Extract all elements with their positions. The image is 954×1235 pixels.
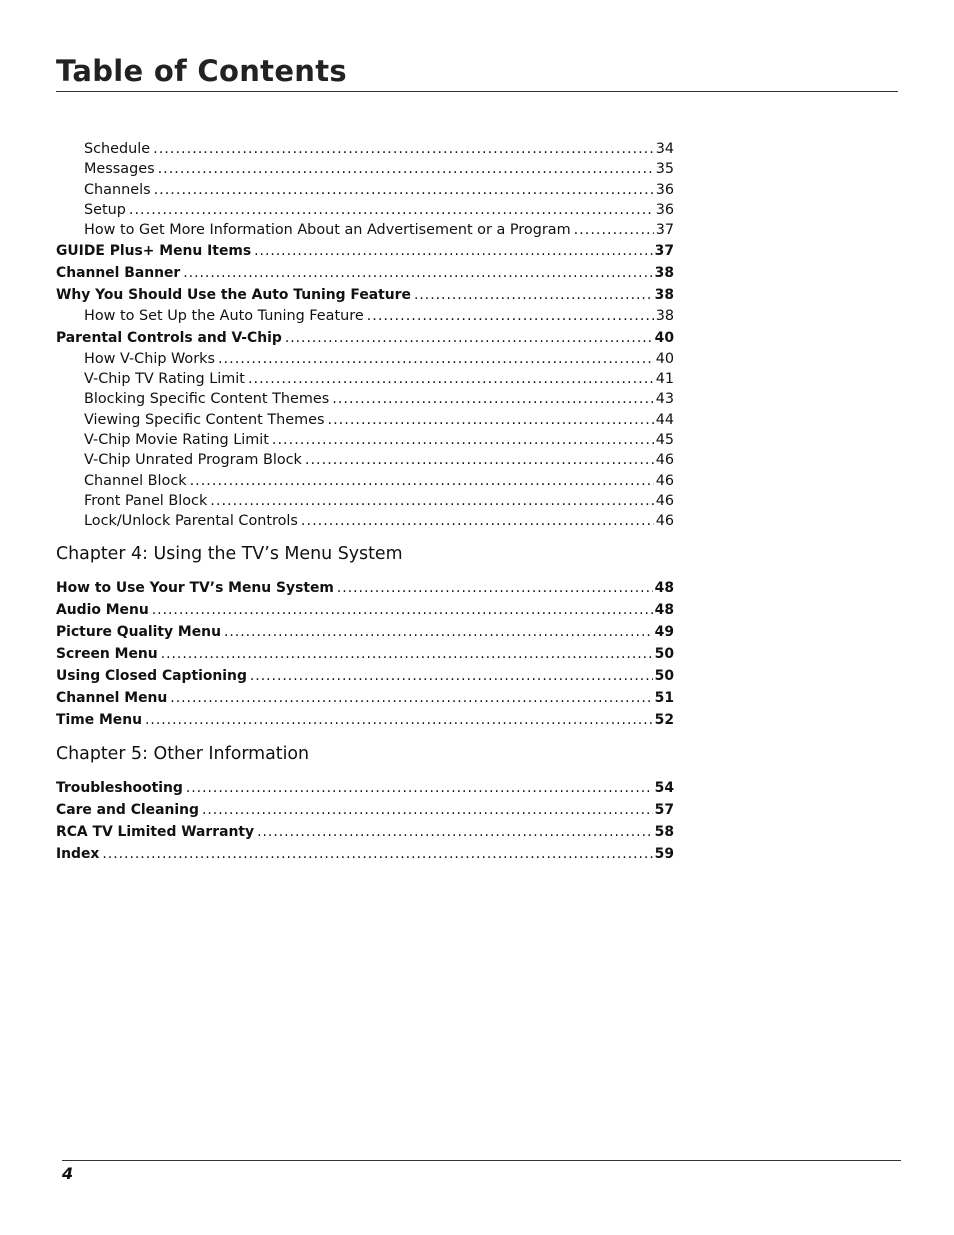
toc-entry-page: 51 <box>654 690 674 707</box>
toc-entry-page: 38 <box>655 308 674 325</box>
toc-entry <box>56 577 674 599</box>
toc-entry <box>56 665 674 687</box>
dot-leader <box>154 180 654 200</box>
toc-entry-label: Time Menu <box>56 712 142 729</box>
toc-entry-label: Viewing Specific Content Themes <box>84 411 325 428</box>
dot-leader <box>332 389 653 409</box>
toc-entry-page: 45 <box>655 431 674 448</box>
toc-entry <box>56 327 674 349</box>
toc-entry <box>56 471 674 491</box>
toc-entry-label: Messages <box>84 161 155 178</box>
toc-entry-label: How V-Chip Works <box>84 350 215 367</box>
dot-leader <box>574 220 654 240</box>
toc-entry-label: How to Use Your TV’s Menu System <box>56 580 334 597</box>
dot-leader <box>186 777 653 799</box>
dot-leader <box>202 799 653 821</box>
toc-entry-label: Channel Menu <box>56 690 168 707</box>
page-title: Table of Contents <box>56 54 347 88</box>
dot-leader <box>129 200 654 220</box>
toc-entry-label: Why You Should Use the Auto Tuning Feature <box>56 287 411 304</box>
dot-leader <box>254 240 653 262</box>
toc-entry-label: V-Chip TV Rating Limit <box>84 371 245 388</box>
toc-entry-page: 52 <box>654 712 674 729</box>
table-of-contents <box>56 139 674 865</box>
toc-entry-label: Setup <box>84 201 126 218</box>
dot-leader <box>102 843 652 865</box>
toc-entry-label: V-Chip Unrated Program Block <box>84 452 302 469</box>
toc-section-continued <box>56 139 674 531</box>
toc-entry-page: 57 <box>654 802 674 819</box>
toc-entry <box>56 643 674 665</box>
toc-section-chapter-4 <box>56 577 674 731</box>
toc-entry-label: Picture Quality Menu <box>56 624 221 641</box>
toc-entry-page: 37 <box>654 243 674 260</box>
dot-leader <box>161 643 653 665</box>
dot-leader <box>250 665 653 687</box>
toc-entry-page: 44 <box>655 411 674 428</box>
toc-entry <box>56 389 674 409</box>
toc-entry <box>56 821 674 843</box>
dot-leader <box>183 262 652 284</box>
toc-entry-page: 40 <box>654 329 674 346</box>
dot-leader <box>367 306 654 326</box>
toc-entry-page: 46 <box>655 513 674 530</box>
dot-leader <box>272 430 654 450</box>
toc-entry-page: 35 <box>655 161 674 178</box>
toc-entry-page: 36 <box>655 201 674 218</box>
toc-entry <box>56 410 674 430</box>
toc-entry <box>56 777 674 799</box>
toc-entry <box>56 491 674 511</box>
toc-entry <box>56 200 674 220</box>
toc-entry-label: Channel Block <box>84 472 187 489</box>
toc-entry <box>56 306 674 326</box>
toc-entry-page: 34 <box>655 141 674 157</box>
toc-section-chapter-5 <box>56 777 674 865</box>
toc-entry-page: 38 <box>654 287 674 304</box>
toc-entry-label: Blocking Specific Content Themes <box>84 391 330 408</box>
footer-divider <box>62 1160 901 1161</box>
toc-entry-label: Audio Menu <box>56 602 149 619</box>
toc-entry-label: Lock/Unlock Parental Controls <box>84 513 298 530</box>
toc-entry-label: Front Panel Block <box>84 492 208 509</box>
toc-entry-label: Care and Cleaning <box>56 802 199 819</box>
toc-entry-page: 46 <box>655 472 674 489</box>
toc-entry <box>56 220 674 240</box>
dot-leader <box>248 369 654 389</box>
toc-entry-page: 46 <box>655 452 674 469</box>
toc-entry-page: 50 <box>654 646 674 663</box>
title-divider <box>56 91 898 92</box>
toc-entry-label: Parental Controls and V-Chip <box>56 329 282 346</box>
toc-entry-label: Schedule <box>84 141 151 157</box>
dot-leader <box>305 450 654 470</box>
toc-entry-label: RCA TV Limited Warranty <box>56 824 255 841</box>
toc-entry-label: Screen Menu <box>56 646 158 663</box>
toc-entry-label: How to Set Up the Auto Tuning Feature <box>84 308 364 325</box>
toc-entry <box>56 139 674 159</box>
dot-leader <box>414 284 653 306</box>
dot-leader <box>218 349 654 369</box>
toc-entry-label: Using Closed Captioning <box>56 668 247 685</box>
toc-entry-page: 58 <box>654 824 674 841</box>
dot-leader <box>190 471 654 491</box>
toc-entry-label: GUIDE Plus+ Menu Items <box>56 243 252 260</box>
toc-entry-page: 36 <box>655 181 674 198</box>
toc-entry-label: Troubleshooting <box>56 780 183 797</box>
chapter-5-heading: Chapter 5: Other Information <box>56 744 310 765</box>
toc-entry-page: 40 <box>655 350 674 367</box>
dot-leader <box>145 709 653 731</box>
toc-entry-page: 49 <box>654 624 674 641</box>
dot-leader <box>210 491 653 511</box>
toc-entry <box>56 511 674 531</box>
toc-entry-page: 37 <box>655 222 674 239</box>
toc-entry-page: 46 <box>655 492 674 509</box>
dot-leader <box>153 139 654 159</box>
toc-entry <box>56 430 674 450</box>
toc-entry-page: 59 <box>654 846 674 863</box>
dot-leader <box>337 577 653 599</box>
toc-entry <box>56 599 674 621</box>
toc-entry-page: 48 <box>654 602 674 619</box>
dot-leader <box>285 327 653 349</box>
toc-entry-label: Channels <box>84 181 151 198</box>
toc-entry-page: 54 <box>654 780 674 797</box>
dot-leader <box>170 687 652 709</box>
toc-entry-label: V-Chip Movie Rating Limit <box>84 431 269 448</box>
toc-entry-page: 48 <box>654 580 674 597</box>
toc-entry <box>56 369 674 389</box>
toc-entry-page: 41 <box>655 371 674 388</box>
dot-leader <box>328 410 654 430</box>
dot-leader <box>152 599 653 621</box>
toc-entry <box>56 284 674 306</box>
page-number: 4 <box>62 1164 74 1183</box>
toc-entry <box>56 240 674 262</box>
toc-entry-page: 38 <box>654 265 674 282</box>
toc-entry <box>56 159 674 179</box>
toc-entry <box>56 687 674 709</box>
toc-entry <box>56 262 674 284</box>
toc-entry <box>56 799 674 821</box>
toc-entry <box>56 709 674 731</box>
toc-entry <box>56 621 674 643</box>
toc-entry-label: Index <box>56 846 100 863</box>
toc-entry <box>56 180 674 200</box>
chapter-4-heading: Chapter 4: Using the TV’s Menu System <box>56 544 403 565</box>
dot-leader <box>301 511 654 531</box>
toc-entry-page: 50 <box>654 668 674 685</box>
dot-leader <box>158 159 654 179</box>
toc-entry <box>56 450 674 470</box>
toc-entry-page: 43 <box>655 391 674 408</box>
dot-leader <box>257 821 653 843</box>
toc-entry-label: Channel Banner <box>56 265 181 282</box>
toc-entry-label: How to Get More Information About an Advertisement or a Program <box>84 222 571 239</box>
toc-entry <box>56 843 674 865</box>
dot-leader <box>224 621 653 643</box>
toc-entry <box>56 349 674 369</box>
